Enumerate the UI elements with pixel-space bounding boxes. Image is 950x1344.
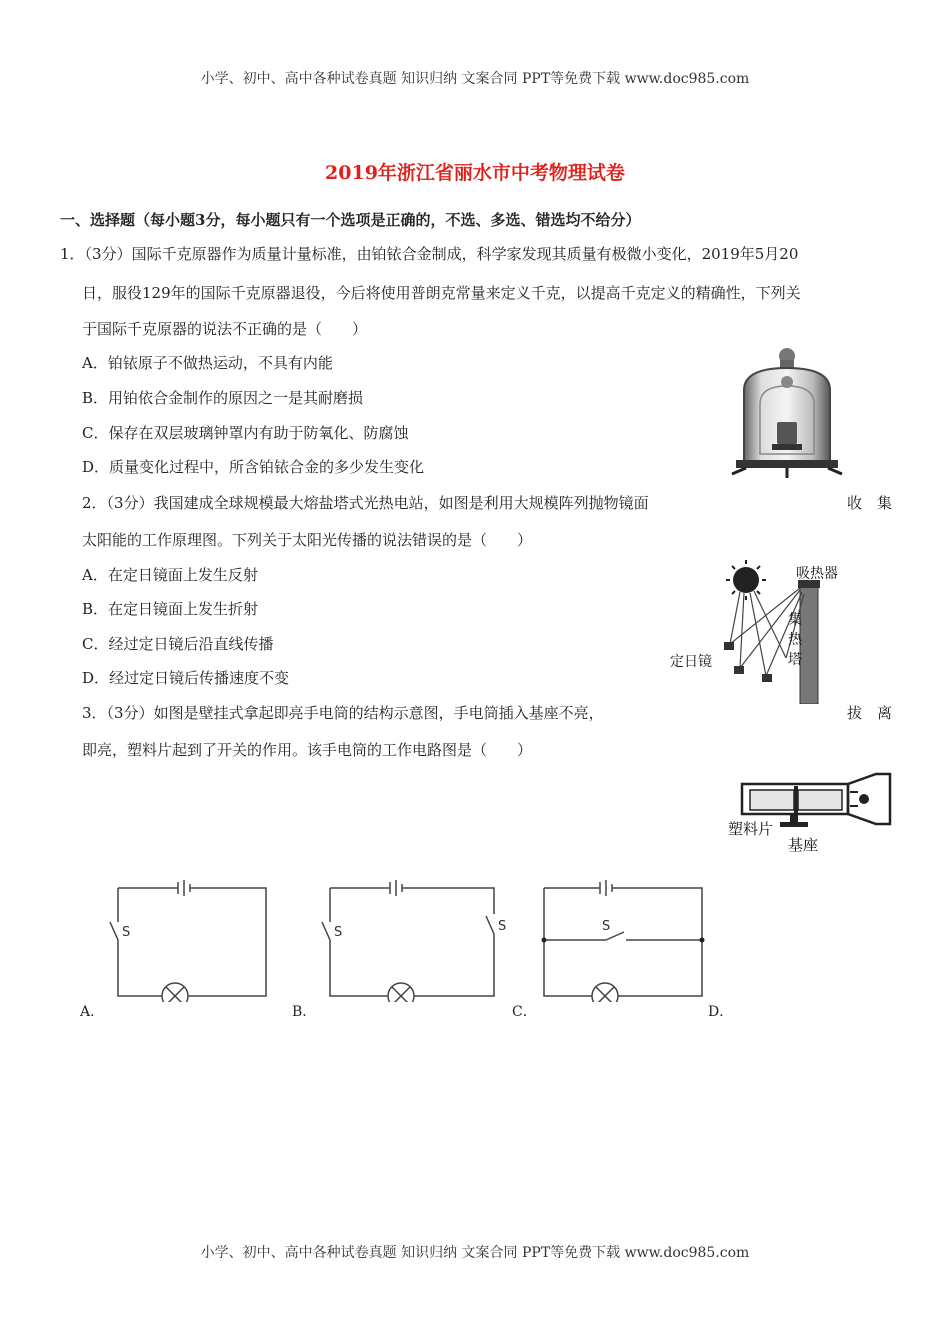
absorber-label: 吸热器 [796,566,838,582]
q1-line1: 1．（3分）国际千克原器作为质量计量标准，由铂铱合金制成，科学家发现其质量有极微小变化，2019年5月20 [60,245,799,263]
page-footer: 小学、初中、高中各种试卷真题 知识归纳 文案合同 PPT等免费下载 www.doc985.com [200,1245,750,1261]
q2-line2: 太阳能的工作原理图。下列关于太阳光传播的说法错误的是（ ） [82,531,533,549]
q1-line2: 日，服役129年的国际千克原器退役，今后将使用普朗克常量来定义千克，以提高千克定义的精确性，下列关 [82,284,801,302]
tower-label-3: 塔 [788,652,802,668]
q3-line1 [82,702,892,723]
q2-option-d: D．经过定日镜后传播速度不变 [82,669,290,687]
q2-option-c: C．经过定日镜后沿直线传播 [82,635,274,653]
plastic-label: 塑料片 [728,820,774,838]
switch-label: S [122,925,131,940]
q2-option-b: B．在定日镜面上发生折射 [82,600,259,618]
bell-jar-figure [722,342,852,482]
switch-label: S [334,925,343,940]
circuit-label-b: B． [292,1004,317,1020]
circuit-label-d: D． [708,1004,734,1020]
q1-line3: 于国际千克原器的说法不正确的是（ ） [82,320,368,338]
q2-line1 [82,492,892,513]
page-header: 小学、初中、高中各种试卷真题 知识归纳 文案合同 PPT等免费下载 www.doc985.com [200,71,750,87]
circuit-b [318,878,508,1002]
circuit-a [106,878,278,1002]
q3-line1-tail: 拔 离 [846,704,892,722]
circuit-c [536,878,712,1002]
exam-title: 2019年浙江省丽水市中考物理试卷 [325,162,625,184]
q1-option-d: D．质量变化过程中，所含铂铱合金的多少发生变化 [82,458,425,476]
flashlight-figure [726,770,894,856]
q1-option-c: C．保存在双层玻璃钟罩内有助于防氧化、防腐蚀 [82,424,409,442]
q1-option-b: B．用铂依合金制作的原因之一是其耐磨损 [82,389,364,407]
circuit-label-a: A． [80,1004,105,1020]
q2-line1-text: 2．（3分）我国建成全球规模最大熔盐塔式光热电站，如图是利用大规模阵列抛物镜面 [82,494,649,512]
q1-option-a: A．铂铱原子不做热运动，不具有内能 [82,354,333,372]
q2-line1-tail: 收 集 [846,494,892,512]
sun-icon [726,560,766,600]
q3-line1-text: 3．（3分）如图是壁挂式拿起即亮手电筒的结构示意图，手电筒插入基座不亮， [82,704,604,722]
section-heading: 一、选择题（每小题3分，每小题只有一个选项是正确的，不选、多选、错选均不给分） [60,211,641,229]
q3-line2: 即亮，塑料片起到了开关的作用。该手电筒的工作电路图是（ ） [82,741,533,759]
tower-label-2: 热 [788,632,802,648]
switch-label: S [602,919,611,934]
circuit-label-c: C． [512,1004,537,1020]
tower-label-1: 集 [788,612,802,628]
mirror-label: 定日镜 [670,654,712,670]
solar-tower-figure [668,558,858,704]
switch-label: S [498,919,507,934]
base-label: 基座 [788,836,819,854]
q2-option-a: A．在定日镜面上发生反射 [82,566,258,584]
